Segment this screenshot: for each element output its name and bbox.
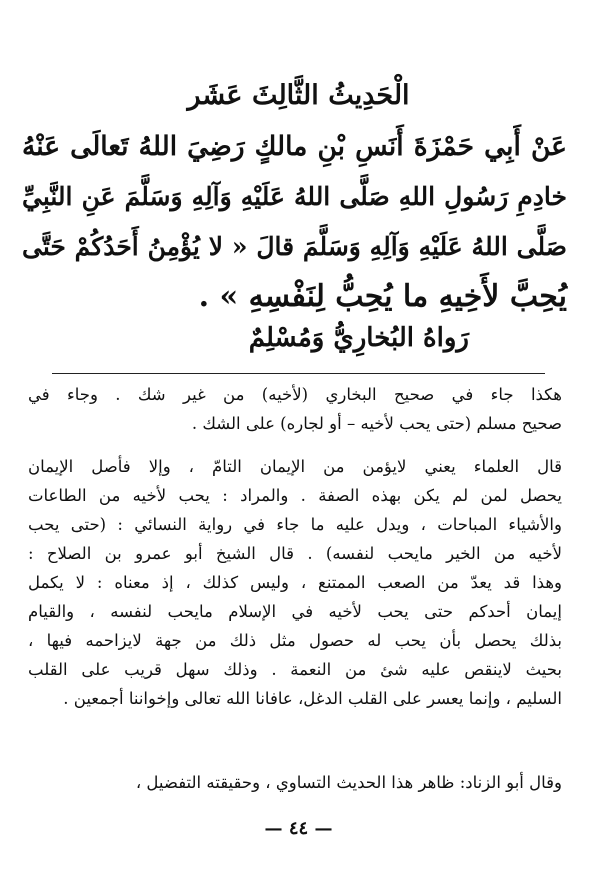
commentary-line: لأخيه من الخير مايحب لنفسه) . قال الشيخ أبو عمرو بن الصلاح : — [28, 544, 562, 563]
hadith-title: الْحَدِيثُ الثَّالِثَ عَشَر — [187, 80, 410, 111]
commentary-line: بذلك يحصل بأن يحب له حصول مثل ذلك من جهة لايزاحمه فيها ، — [28, 631, 562, 650]
commentary-paragraph-2 — [28, 452, 562, 713]
commentary-line: والأشياء المباحات ، ويدل عليه ما جاء في رواية النسائي : (حتى يحب — [28, 515, 562, 534]
commentary-line: قال العلماء يعني لايؤمن من الإيمان التامّ ، وإلا فأصل الإيمان — [28, 457, 562, 476]
commentary-line: بحيث لاينقص عليه شئ من النعمة . وذلك سهل قريب على القلب — [28, 660, 562, 679]
narrator-attribution: رَواهُ البُخارِيُّ وَمُسْلِمٌ — [248, 323, 469, 353]
hadith-line: صَلَّى اللهُ عَلَيْهِ وَآلِهِ وَسَلَّمَ قالَ « لا يُؤْمِنُ أَحَدُكُمْ حَتَّى — [22, 232, 567, 261]
commentary-line: السليم ، وإنما يعسر على القلب الدغل، عافانا الله تعالى وإخواننا أجمعين . — [63, 689, 562, 708]
divider-rule — [52, 373, 545, 374]
commentary-line: يحصل لمن لم يكن بهذه الصفة . والمراد : يحب لأخيه من الطاعات — [28, 486, 562, 505]
commentary-line: وهذا قد يعدّ من الصعب الممتنع ، وليس كذلك ، إذ معناه : لا يكمل — [28, 573, 562, 592]
hadith-line: خادِمِ رَسُولِ اللهِ صَلَّى اللهُ عَلَيْهِ وَآلِهِ وَسَلَّمَ عَنِ النَّبِيِّ — [22, 182, 567, 211]
commentary-line: إيمان أحدكم حتى يحب لأخيه في الإسلام مايحب لنفسه ، والقيام — [28, 602, 562, 621]
commentary-line: هكذا جاء في صحيح البخاري (لأخيه) من غير شك . وجاء في — [28, 385, 562, 404]
commentary-paragraph-1 — [28, 380, 562, 438]
hadith-line: عَنْ أَبِي حَمْزَةَ أَنَسِ بْنِ مالكٍ رَضِيَ اللهُ تَعالَى عَنْهُ — [22, 131, 567, 162]
hadith-line: يُحِبَّ لأَخِيهِ ما يُحِبُّ لِنَفْسِهِ » . — [198, 279, 567, 314]
commentary-line: صحيح مسلم (حتى يحب لأخيه – أو لجاره) على الشك . — [191, 414, 562, 433]
page-number: — ٤٤ — — [264, 818, 333, 839]
hadith-text — [22, 122, 567, 322]
commentary-paragraph-3 — [28, 768, 562, 797]
commentary-line: وقال أبو الزناد: ظاهر هذا الحديث التساوي ، وحقيقته التفضيل ، — [135, 773, 562, 792]
